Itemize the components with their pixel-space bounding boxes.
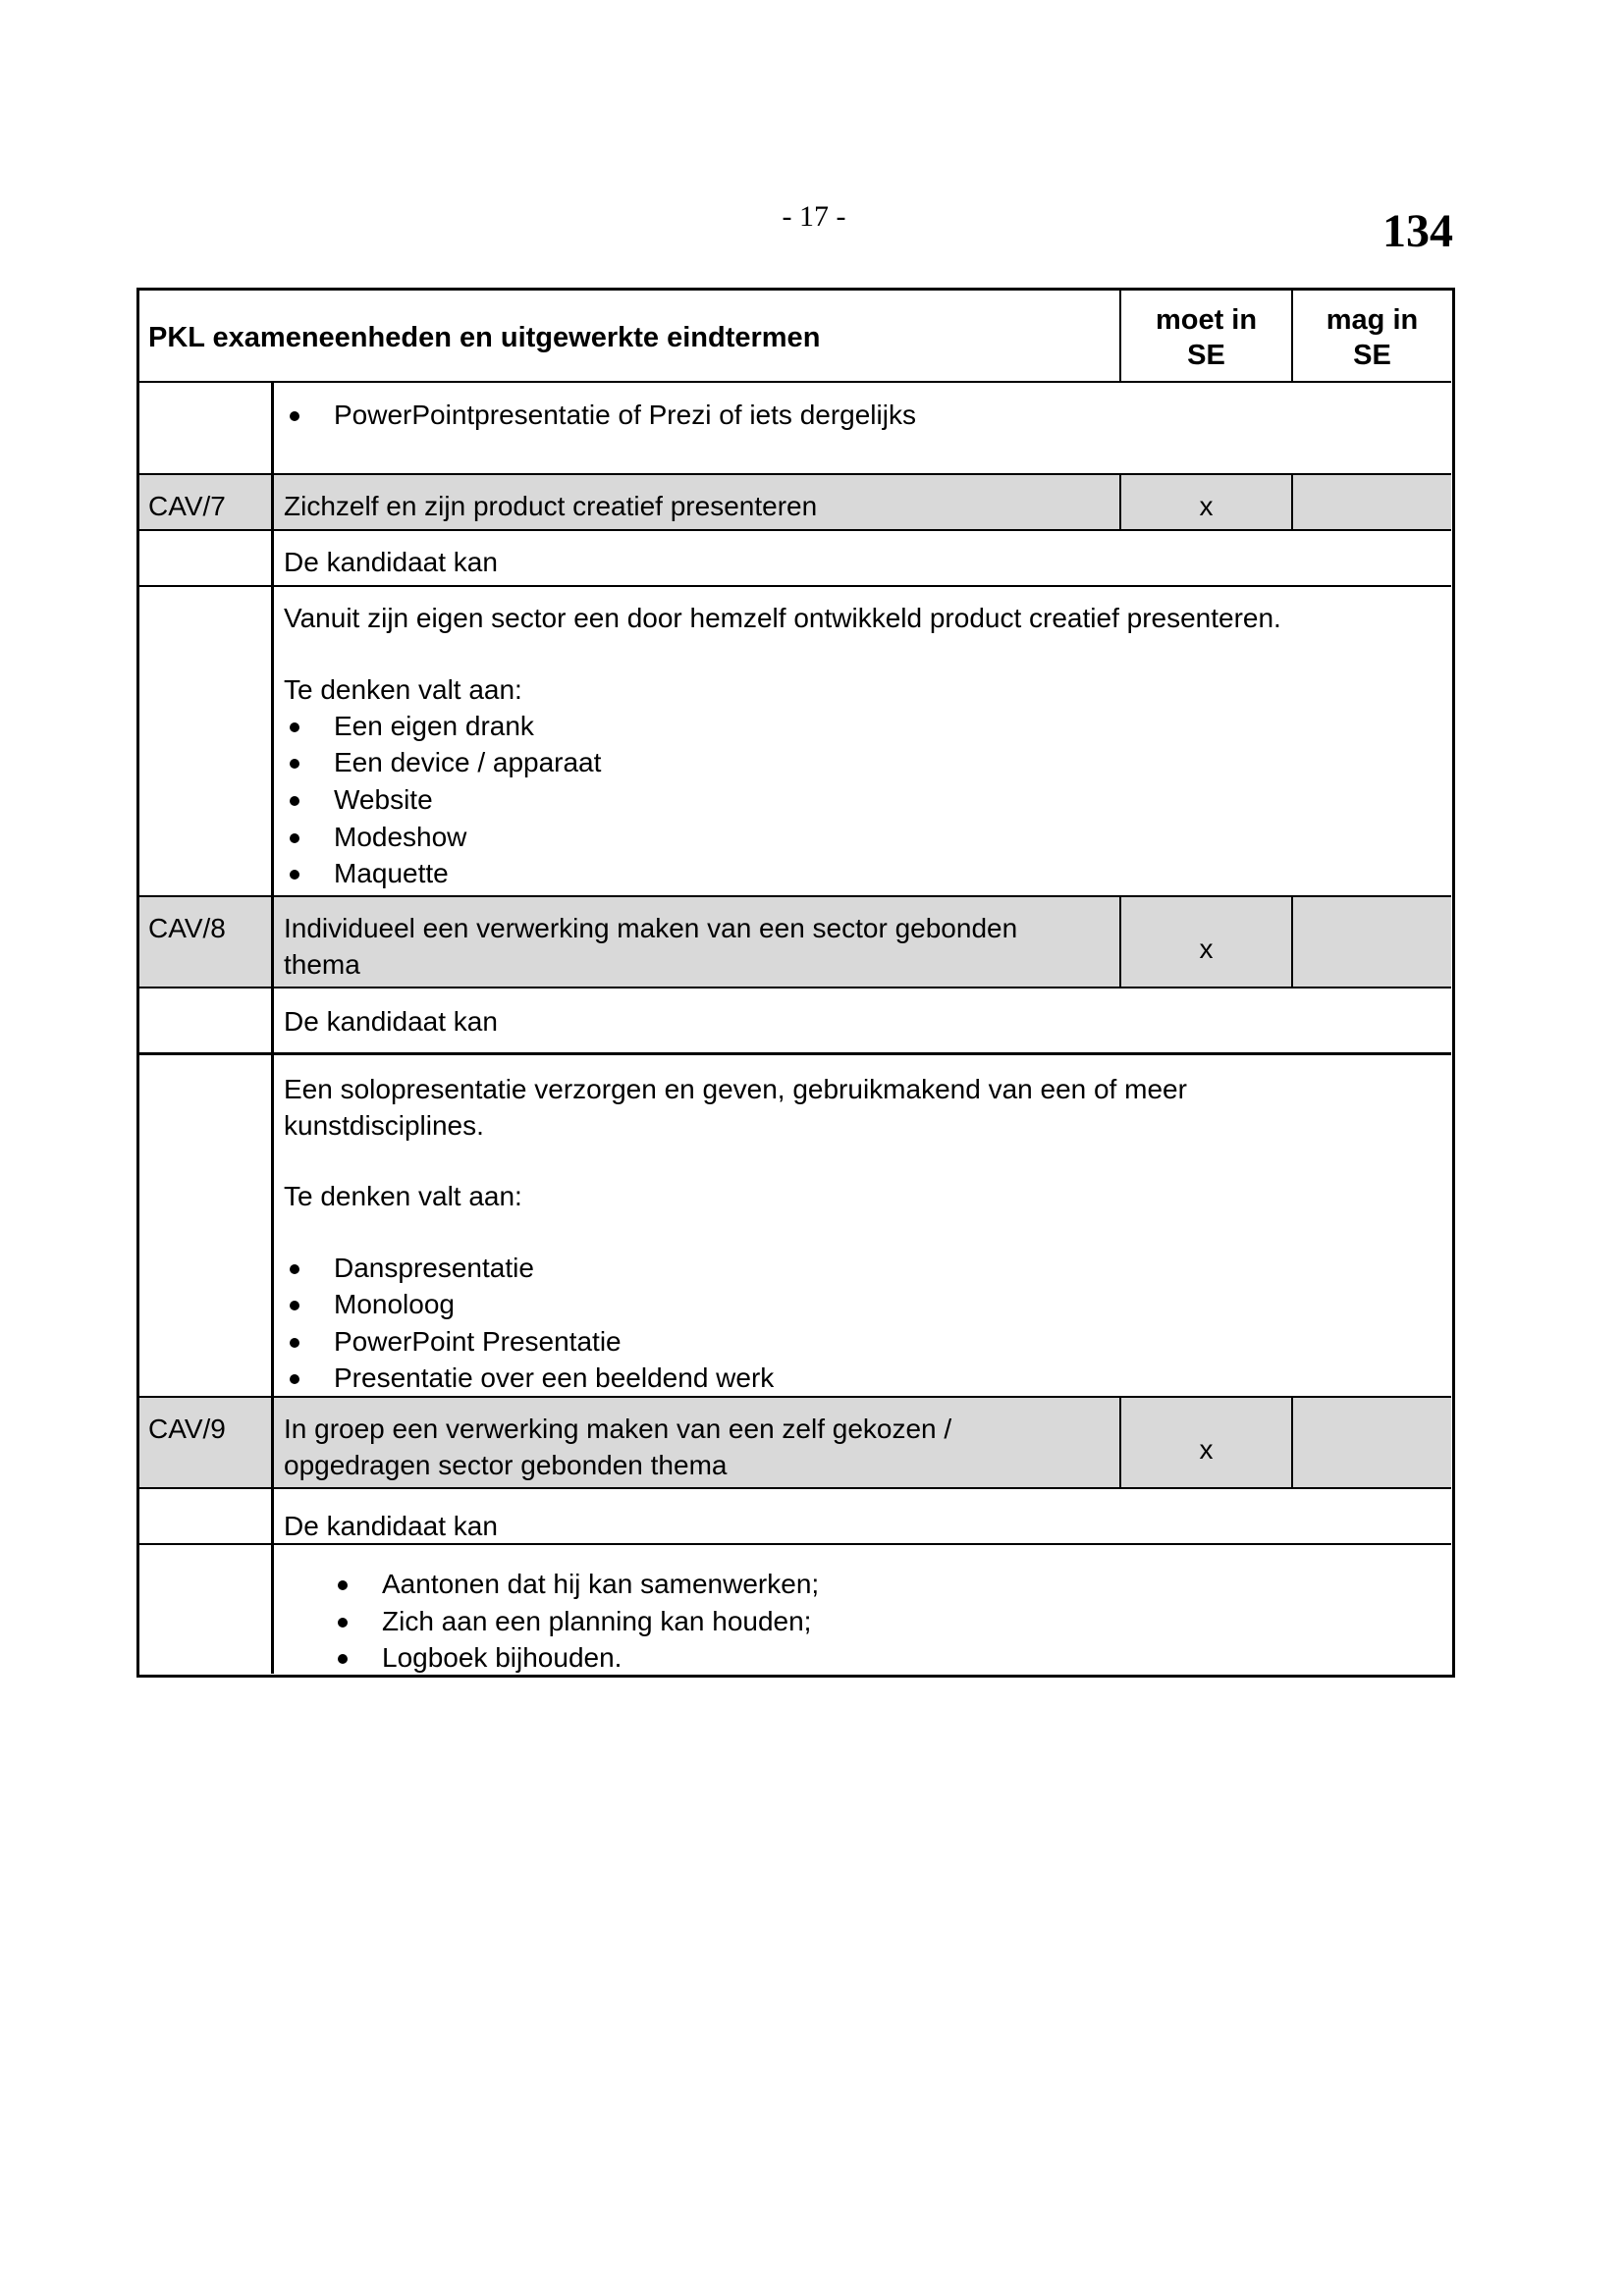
column-header-moet-in-se — [1121, 302, 1291, 373]
bullet-icon — [338, 1654, 348, 1664]
unit-title-line1: In groep een verwerking maken van een zelf gekozen / — [284, 1414, 952, 1444]
page-number: - 17 - — [782, 200, 846, 233]
row-divider — [138, 585, 1451, 587]
row-divider — [138, 473, 1451, 475]
list-item: Logboek bijhouden. — [382, 1642, 623, 1673]
list-item: Een eigen drank — [334, 711, 534, 741]
moet-in-se-mark: x — [1199, 491, 1214, 521]
bullet-icon — [290, 722, 299, 732]
bullet-icon — [290, 1301, 299, 1310]
description-line1: Een solopresentatie verzorgen en geven, gebruikmakend van een of meer — [284, 1074, 1187, 1104]
bullet-icon — [338, 1580, 348, 1590]
list-item: Website — [334, 784, 433, 815]
unit-code: CAV/8 — [148, 913, 226, 943]
unit-title: Zichzelf en zijn product creatief presenteren — [284, 491, 818, 521]
unit-code: CAV/7 — [148, 491, 226, 521]
list-item: Maquette — [334, 858, 449, 888]
unit-title-line2: opgedragen sector gebonden thema — [284, 1450, 728, 1480]
row-divider — [138, 895, 1451, 897]
list-item: Een device / apparaat — [334, 747, 602, 777]
table-header-title: PKL exameneenheden en uitgewerkte eindtermen — [148, 322, 821, 353]
description-line2: kunstdisciplines. — [284, 1110, 484, 1141]
bullet-icon — [290, 796, 299, 806]
row-divider — [138, 987, 1451, 988]
bullet-icon — [290, 1338, 299, 1348]
list-item: PowerPoint Presentatie — [334, 1326, 622, 1357]
unit-title-line2: thema — [284, 949, 360, 980]
column-header-moet-line1: moet in — [1155, 304, 1258, 336]
row-divider — [138, 381, 1451, 383]
column-header-mag-line2: SE — [1353, 340, 1391, 371]
list-item: Danspresentatie — [334, 1253, 534, 1283]
row-divider — [138, 1487, 1451, 1489]
column-header-moet-line2: SE — [1187, 340, 1225, 371]
column-header-mag-in-se — [1293, 302, 1451, 373]
description-text: Vanuit zijn eigen sector een door hemzelf ontwikkeld product creatief presenteren. — [284, 603, 1281, 633]
unit-code: CAV/9 — [148, 1414, 226, 1444]
column-divider — [1291, 1397, 1293, 1488]
intro-text: De kandidaat kan — [284, 1511, 498, 1541]
moet-in-se-mark: x — [1199, 1434, 1214, 1465]
document-number: 134 — [1382, 205, 1453, 257]
row-divider — [138, 529, 1451, 531]
intro-text: De kandidaat kan — [284, 1006, 498, 1037]
bullet-icon — [290, 411, 299, 421]
list-item: Monoloog — [334, 1289, 455, 1319]
list-item: Aantonen dat hij kan samenwerken; — [382, 1569, 820, 1599]
moet-in-se-mark: x — [1199, 934, 1214, 964]
list-item: Presentatie over een beeldend werk — [334, 1362, 775, 1393]
bullet-icon — [290, 1374, 299, 1384]
bullet-icon — [290, 759, 299, 769]
bullet-icon — [290, 870, 299, 880]
row-divider — [138, 1396, 1451, 1398]
list-item: PowerPointpresentatie of Prezi of iets dergelijks — [334, 400, 916, 430]
list-item: Zich aan een planning kan houden; — [382, 1606, 812, 1636]
column-header-mag-line1: mag in — [1326, 304, 1419, 336]
examples-label: Te denken valt aan: — [284, 1181, 522, 1211]
column-divider — [1291, 474, 1293, 530]
examples-label: Te denken valt aan: — [284, 674, 522, 705]
unit-title-line1: Individueel een verwerking maken van een sector gebonden — [284, 913, 1018, 943]
bullet-icon — [338, 1618, 348, 1628]
column-divider — [271, 381, 274, 1674]
intro-text: De kandidaat kan — [284, 547, 498, 577]
list-item: Modeshow — [334, 822, 467, 852]
bullet-icon — [290, 1264, 299, 1274]
column-divider — [1291, 896, 1293, 988]
row-divider — [138, 1052, 1451, 1055]
bullet-icon — [290, 833, 299, 843]
